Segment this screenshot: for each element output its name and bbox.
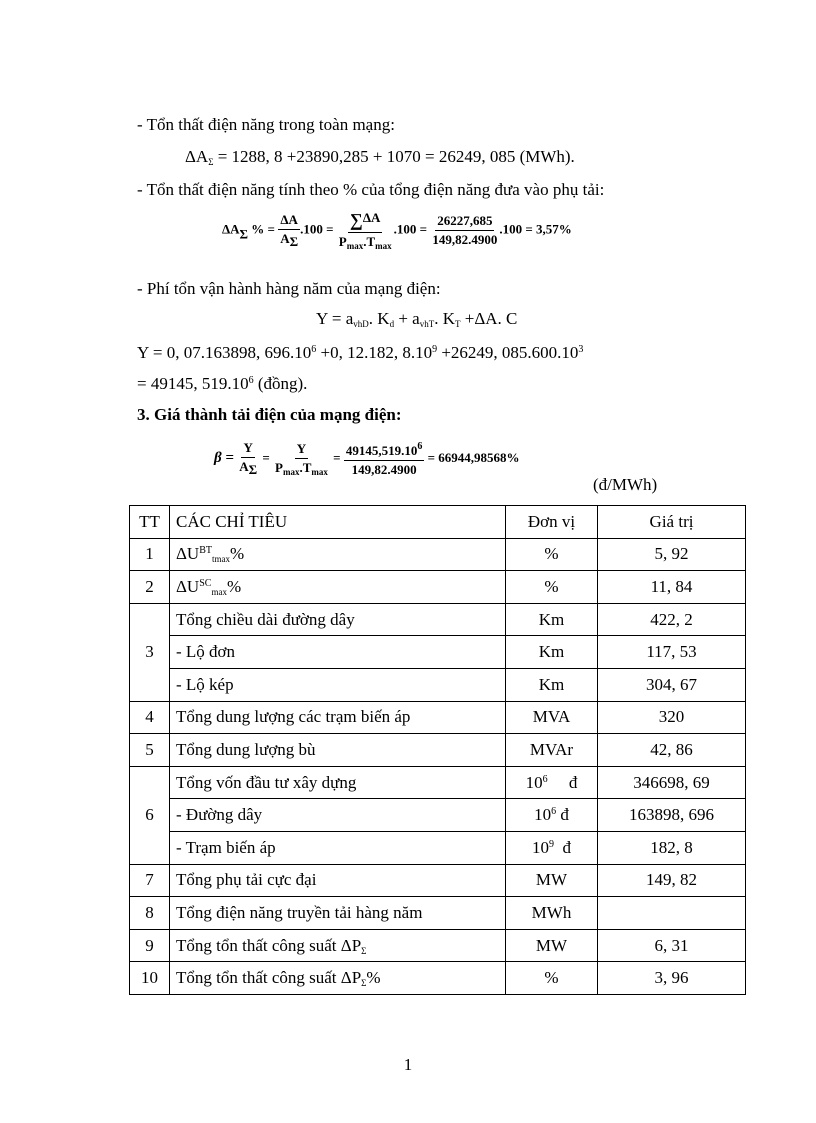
row-value: 6, 31	[598, 929, 746, 962]
row-label: Tổng dung lượng bù	[170, 734, 506, 767]
y-calculation: Y = 0, 07.163898, $696.10^6 +0$, 12.182, $8.10^9 +26249$, 085.600.10$^3$	[137, 343, 584, 362]
row-label: Tổng tổn thất công suất $\Delta P_\Sigma$	[170, 929, 506, 962]
row-unit: MWh	[506, 897, 598, 930]
table-row	[130, 636, 746, 669]
row-value: 304, 67	[598, 668, 746, 701]
row-value: 346698, 69	[598, 766, 746, 799]
row-number: 9	[130, 929, 170, 962]
table-row	[130, 766, 746, 799]
row-value: 11, 84	[598, 571, 746, 604]
percent-heading: - Tổn thất điện năng tính theo % của tổng điện năng đưa vào phụ tải:	[137, 180, 605, 199]
beta-equation: β = $\frac{Y}{A\Sigma}$ = $\frac{Y}{P_{max}.T_{max}}$ = $\frac{49145,519.10^6}{149,82.4900}$ = 66944,98568%	[214, 440, 520, 477]
row-value: 149, 82	[598, 864, 746, 897]
table-header-row	[130, 506, 746, 539]
row-unit: $10^9$ đ	[506, 831, 598, 864]
row-number: 5	[130, 734, 170, 767]
unit-note: (đ/MWh)	[593, 475, 658, 494]
table-row	[130, 538, 746, 571]
row-number: 3	[130, 603, 170, 701]
table-row	[130, 668, 746, 701]
row-value: 182, 8	[598, 831, 746, 864]
row-unit: MW	[506, 864, 598, 897]
total-loss-equation: $\Delta A_\Sigma = 1288$, 8 +23890,285 + 1070 = 26249, 085 (MWh).	[185, 147, 575, 167]
row-unit: Km	[506, 668, 598, 701]
table-row	[130, 962, 746, 995]
row-unit: MW	[506, 929, 598, 962]
row-number: 8	[130, 897, 170, 930]
row-value: 3, 96	[598, 962, 746, 995]
row-unit: Km	[506, 636, 598, 669]
cost-heading: - Phí tổn vận hành hàng năm của mạng điện:	[137, 279, 441, 298]
y-result: = 49145, 519.10$^6$ (đồng).	[137, 374, 308, 393]
row-unit: Km	[506, 603, 598, 636]
header-unit: Đơn vị	[506, 506, 598, 539]
header-indicator: CÁC CHỈ TIÊU	[170, 506, 506, 539]
table-row	[130, 799, 746, 832]
row-label: - Lộ đơn	[170, 636, 506, 669]
row-label: Tổng phụ tải cực đại	[170, 864, 506, 897]
header-value: Giá trị	[598, 506, 746, 539]
table-row	[130, 734, 746, 767]
table-row	[130, 571, 746, 604]
row-label: $\Delta U^{BT}_{tmax}\%$	[170, 538, 506, 571]
row-unit: $10^6$ đ	[506, 766, 598, 799]
row-unit: $10^6$ đ	[506, 799, 598, 832]
row-label: - Đường dây	[170, 799, 506, 832]
row-number: 7	[130, 864, 170, 897]
header-tt: TT	[130, 506, 170, 539]
row-value: 117, 53	[598, 636, 746, 669]
section-title: 3. Giá thành tải điện của mạng điện:	[137, 405, 402, 424]
row-unit: MVA	[506, 701, 598, 734]
table-row	[130, 864, 746, 897]
table-row	[130, 701, 746, 734]
row-value: 163898, 696	[598, 799, 746, 832]
row-number: 1	[130, 538, 170, 571]
row-label: Tổng điện năng truyền tải hàng năm	[170, 897, 506, 930]
row-number: 10	[130, 962, 170, 995]
row-unit: %	[506, 962, 598, 995]
table-row	[130, 929, 746, 962]
row-value: 422, 2	[598, 603, 746, 636]
y-formula: $Y = a_{vhD}$. $K_d + a_{vhT}$. $K_T +\Delta A$. C	[316, 309, 518, 329]
row-label: Tổng dung lượng các trạm biến áp	[170, 701, 506, 734]
row-label: - Lộ kép	[170, 668, 506, 701]
row-value	[598, 897, 746, 930]
table-row	[130, 897, 746, 930]
row-label: - Trạm biến áp	[170, 831, 506, 864]
row-number: 2	[130, 571, 170, 604]
row-value: 5, 92	[598, 538, 746, 571]
summary-table	[129, 505, 746, 995]
page-number: 1	[403, 1055, 413, 1074]
loss-heading: - Tổn thất điện năng trong toàn mạng:	[137, 115, 395, 134]
row-number: 6	[130, 766, 170, 864]
row-label: $\Delta U^{SC}_{max}\%$	[170, 571, 506, 604]
percent-equation: ΔAΣ % = $\frac{\Delta A}{A\Sigma}$ .100 = $\frac{\sum\Delta A}{P_{max}.T_{max}}$ .100 = $\frac{26227,685}{149,82.4900}$ .100 = 3,57%	[222, 210, 572, 251]
row-number: 4	[130, 701, 170, 734]
row-unit: %	[506, 538, 598, 571]
row-unit: %	[506, 571, 598, 604]
row-unit: MVAr	[506, 734, 598, 767]
table-row	[130, 603, 746, 636]
row-value: 320	[598, 701, 746, 734]
row-value: 42, 86	[598, 734, 746, 767]
row-label: Tổng vốn đầu tư xây dựng	[170, 766, 506, 799]
table-row	[130, 831, 746, 864]
row-label: Tổng tổn thất công suất $\Delta P_\Sigma\%$	[170, 962, 506, 995]
row-label: Tổng chiều dài đường dây	[170, 603, 506, 636]
